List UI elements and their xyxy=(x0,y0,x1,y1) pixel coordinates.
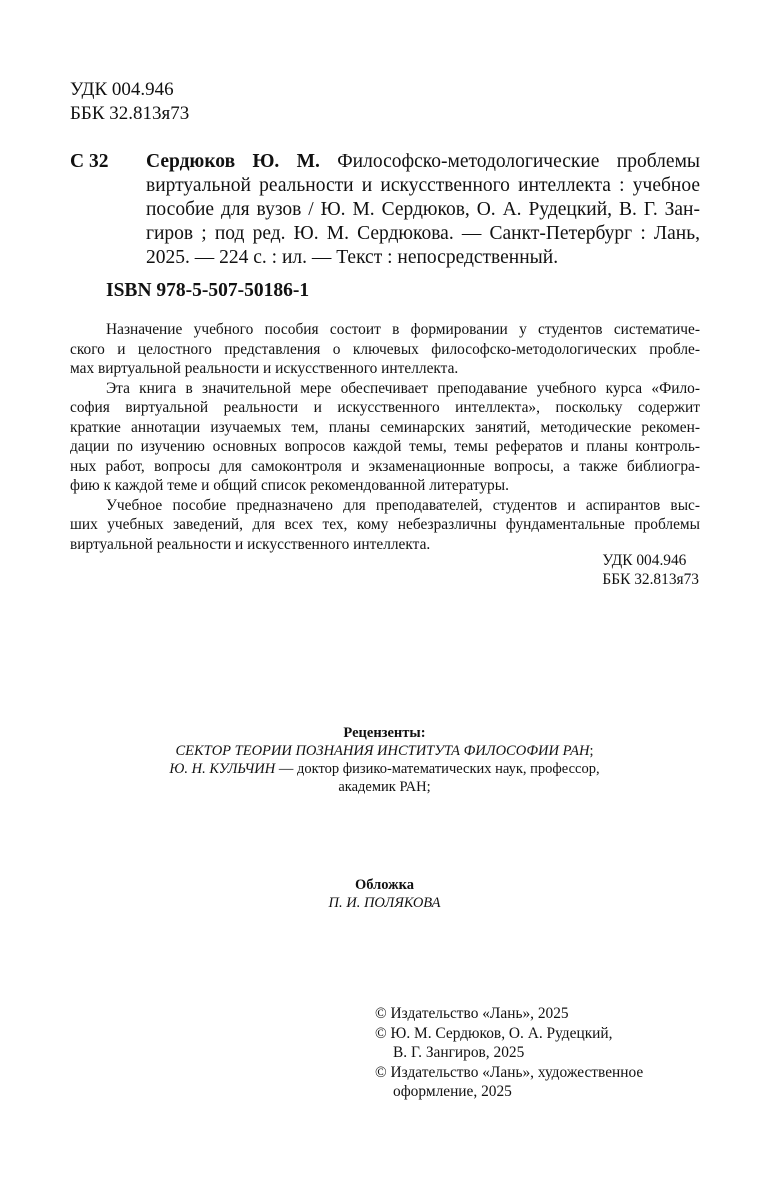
isbn: ISBN 978-5-507-50186-1 xyxy=(106,280,310,301)
annotation-line: фию к каждой теме и общий список рекомендованной литературы. xyxy=(70,477,509,494)
udk-bbk-footer xyxy=(602,551,699,589)
reviewers-heading: Рецензенты: xyxy=(343,725,426,741)
reviewer-2-title: академик РАН; xyxy=(338,779,431,795)
udk-code: УДК 004.946 xyxy=(70,79,174,100)
annotation-line: ского и целостного представления о ключевых философско-методологических пробле- xyxy=(70,340,700,358)
copyright-line: © Ю. М. Сердюков, О. А. Рудецкий, xyxy=(375,1024,613,1042)
biblio-line: пособие для вузов / Ю. М. Сердюков, О. А. Рудецкий, В. Г. Зан- xyxy=(146,199,700,220)
copyright-line: © Издательство «Лань», 2025 xyxy=(375,1005,569,1022)
bbk-code: ББК 32.813я73 xyxy=(70,103,190,124)
annotation-line: виртуальной реальности и искусственного интеллекта. xyxy=(70,535,431,553)
annotation-line: дации по изучению основных вопросов каждой темы, темы рефератов и планы контроль- xyxy=(70,438,700,455)
cover-designer: П. И. ПОЛЯКОВА xyxy=(328,895,441,911)
copyright-line: В. Г. Зангиров, 2025 xyxy=(393,1044,525,1061)
copyright-line: © Издательство «Лань», художественное xyxy=(375,1063,644,1081)
udk-bbk-header xyxy=(70,78,189,126)
udk-code: УДК 004.946 xyxy=(602,552,687,569)
annotation-line: мах виртуальной реальности и искусственного интеллекта. xyxy=(70,360,459,377)
annotation-line: краткие аннотации изучаемых тем, планы семинарских занятий, методические рекомен- xyxy=(70,418,700,436)
annotation-line: Учебное пособие предназначено для преподавателей, студентов и аспирантов выс- xyxy=(106,496,700,514)
biblio-line: виртуальной реальности и искусственного интеллекта : учебное xyxy=(146,175,700,196)
annotation-line: ных работ, вопросы для самоконтроля и экзаменационные вопросы, а также библиогра- xyxy=(70,457,700,475)
annotation-line: Эта книга в значительной мере обеспечивает преподавание учебного курса «Фило- xyxy=(106,379,700,397)
author-mark: С 32 xyxy=(70,151,109,172)
biblio-line: гиров ; под ред. Ю. М. Сердюкова. — Санкт-Петербург : Лань, xyxy=(146,223,700,244)
annotation-line: Назначение учебного пособия состоит в формировании у студентов систематиче- xyxy=(106,321,700,338)
biblio-line: 2025. — 224 с. : ил. — Текст : непосредственный. xyxy=(146,247,559,268)
bibliographic-record xyxy=(70,150,700,270)
copyright-block xyxy=(375,1004,643,1102)
biblio-line: Сердюков Ю. М. Философско-методологические проблемы xyxy=(146,151,701,172)
copyright-line: оформление, 2025 xyxy=(393,1083,512,1100)
reviewers xyxy=(0,724,769,796)
annotation xyxy=(70,320,700,554)
annotation-line: софия виртуальной реальности и искусственного интеллекта», поскольку содержит xyxy=(70,399,700,416)
author-name: Сердюков Ю. М. xyxy=(146,151,320,172)
bbk-code: ББК 32.813я73 xyxy=(602,571,699,588)
reviewer-1: СЕКТОР ТЕОРИИ ПОЗНАНИЯ ИНСТИТУТА ФИЛОСОФИИ РАН; xyxy=(175,743,594,759)
cover-credit xyxy=(0,876,769,912)
cover-heading: Обложка xyxy=(354,877,415,893)
annotation-line: ших учебных заведений, для всех тех, кому небезразличны фундаментальные проблемы xyxy=(70,516,700,533)
reviewer-2: Ю. Н. КУЛЬЧИН — доктор физико-математических наук, профессор, xyxy=(169,761,600,777)
